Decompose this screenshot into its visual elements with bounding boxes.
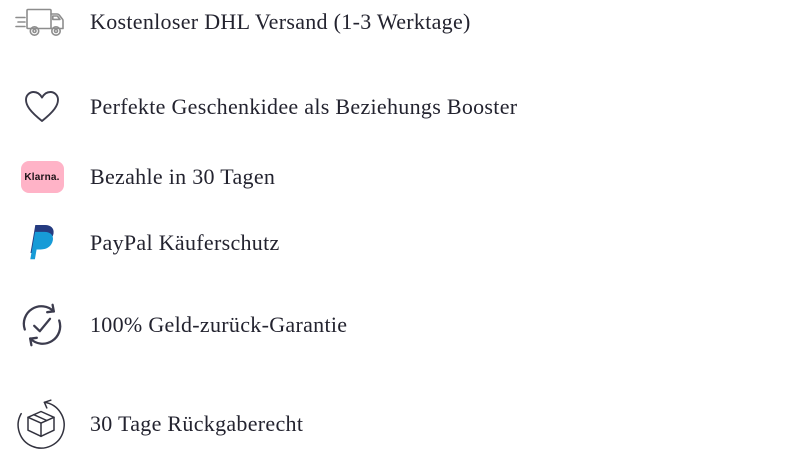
klarna-logo [12,161,72,193]
benefit-label: 30 Tage Rückgaberecht [90,411,304,436]
benefit-row-shipping [12,0,471,50]
benefit-label: Perfekte Geschenkidee als Beziehungs Booster [90,94,518,119]
klarna-badge-text: Klarna. [24,171,60,183]
benefit-row-klarna [12,149,275,205]
return-package-icon [12,395,72,453]
benefit-row-money-back [12,297,347,353]
heart-icon [12,89,72,125]
paypal-logo [12,223,72,263]
benefit-label: PayPal Käuferschutz [90,230,280,255]
benefit-label: Bezahle in 30 Tagen [90,164,276,189]
benefit-row-returns [12,396,303,452]
money-back-guarantee-icon [12,302,72,348]
shipping-truck-icon [12,4,72,40]
benefit-row-paypal [12,215,280,271]
benefit-label: 100% Geld-zurück-Garantie [90,312,348,337]
klarna-badge [21,161,64,193]
benefit-label: Kostenloser DHL Versand (1-3 Werktage) [90,9,471,34]
benefit-row-gift-idea [12,79,517,135]
